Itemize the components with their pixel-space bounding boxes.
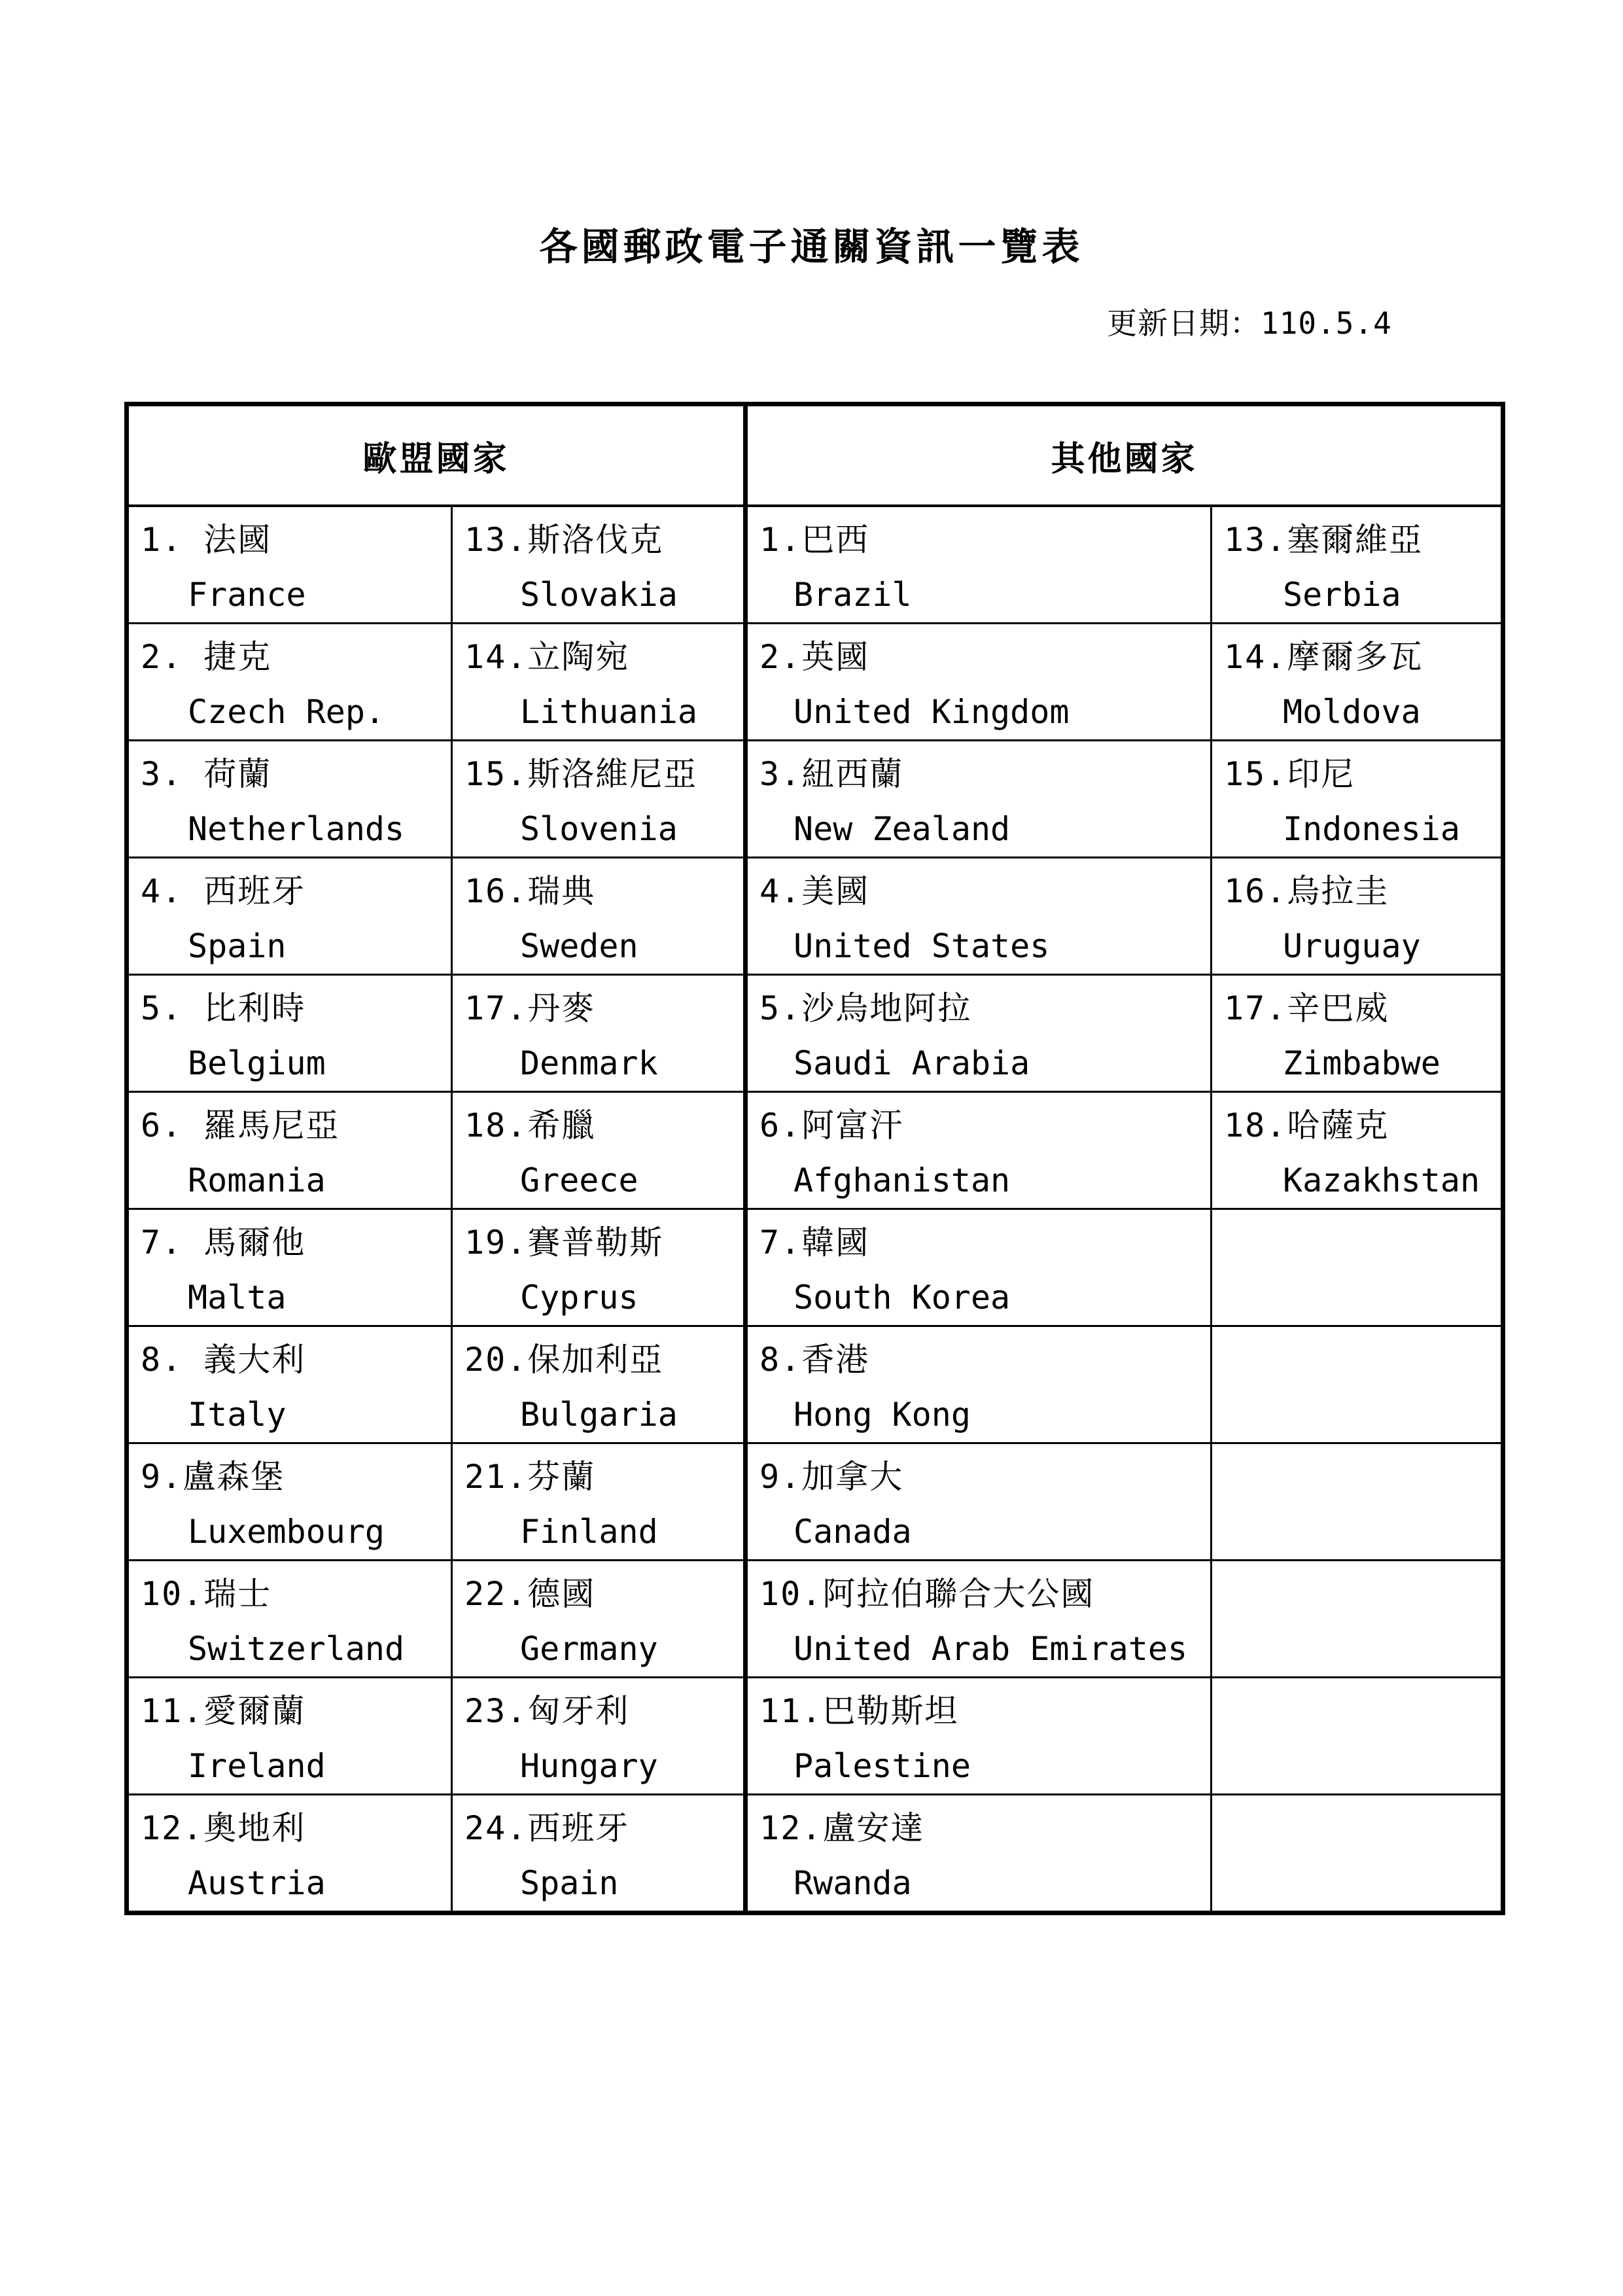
country-name-zh: 15.斯洛維尼亞 — [464, 755, 698, 793]
country-name-zh: 4. 西班牙 — [141, 872, 306, 910]
other-country-cell — [1212, 506, 1503, 624]
country-name-en: Greece — [520, 1161, 638, 1199]
eu-country-cell — [127, 1092, 452, 1209]
country-name-en: Zimbabwe — [1283, 1044, 1440, 1082]
page-title: 各國郵政電子通關資訊一覽表 — [539, 224, 1084, 269]
eu-country-cell — [452, 1326, 746, 1443]
eu-country-cell — [452, 975, 746, 1092]
country-name-en: Serbia — [1283, 576, 1401, 614]
other-country-cell — [746, 624, 1212, 741]
country-name-en: Ireland — [188, 1747, 326, 1785]
country-name-en: Italy — [188, 1396, 287, 1434]
table-row — [127, 1443, 1503, 1561]
table-row — [127, 858, 1503, 975]
eu-country-cell — [127, 1443, 452, 1561]
eu-country-cell — [452, 506, 746, 624]
country-name-zh: 17.丹麥 — [464, 989, 596, 1027]
country-name-en: Austria — [188, 1864, 326, 1902]
country-name-zh: 17.辛巴威 — [1224, 989, 1389, 1027]
eu-country-cell — [127, 1209, 452, 1326]
country-name-zh: 22.德國 — [464, 1575, 596, 1613]
other-country-cell — [746, 741, 1212, 858]
country-name-zh: 16.瑞典 — [464, 872, 596, 910]
country-name-zh: 1. 法國 — [141, 521, 272, 559]
country-name-en: Indonesia — [1283, 810, 1460, 848]
other-country-cell — [1212, 1443, 1503, 1561]
eu-country-cell — [127, 624, 452, 741]
other-country-cell — [1212, 858, 1503, 975]
eu-country-cell — [452, 624, 746, 741]
country-name-zh: 24.西班牙 — [464, 1809, 630, 1847]
country-name-en: Saudi Arabia — [794, 1044, 1030, 1082]
country-name-zh: 6.阿富汗 — [759, 1106, 904, 1144]
table-row — [127, 1561, 1503, 1678]
eu-country-cell — [127, 506, 452, 624]
eu-country-cell — [452, 858, 746, 975]
country-name-zh: 10.瑞士 — [141, 1575, 272, 1613]
country-name-zh: 14.立陶宛 — [464, 638, 630, 676]
country-name-zh: 2. 捷克 — [141, 638, 272, 676]
country-name-zh: 3.紐西蘭 — [759, 755, 904, 793]
country-name-zh: 8. 義大利 — [141, 1341, 306, 1379]
country-name-en: Rwanda — [794, 1864, 912, 1902]
other-country-cell — [1212, 1092, 1503, 1209]
country-name-en: Hong Kong — [794, 1396, 971, 1434]
eu-country-cell — [452, 1561, 746, 1678]
country-name-zh: 7. 馬爾他 — [141, 1224, 306, 1262]
country-name-en: New Zealand — [794, 810, 1011, 848]
other-country-cell — [746, 1443, 1212, 1561]
country-name-en: Spain — [188, 927, 287, 965]
table-row — [127, 624, 1503, 741]
other-country-cell — [746, 858, 1212, 975]
country-name-en: Malta — [188, 1279, 287, 1316]
country-name-en: Spain — [520, 1864, 619, 1902]
other-country-cell — [1212, 741, 1503, 858]
country-name-en: South Korea — [794, 1279, 1011, 1316]
country-name-zh: 5.沙烏地阿拉 — [759, 989, 972, 1027]
country-name-zh: 13.塞爾維亞 — [1224, 521, 1423, 559]
other-country-cell — [1212, 975, 1503, 1092]
other-country-cell — [746, 1209, 1212, 1326]
country-name-en: France — [188, 576, 306, 614]
eu-country-cell — [127, 975, 452, 1092]
country-name-en: Afghanistan — [794, 1161, 1011, 1199]
country-name-en: Kazakhstan — [1283, 1161, 1480, 1199]
country-name-zh: 5. 比利時 — [141, 989, 306, 1027]
country-name-zh: 10.阿拉伯聯合大公國 — [759, 1575, 1095, 1613]
eu-countries-header: 歐盟國家 — [127, 404, 746, 506]
country-name-en: Slovenia — [520, 810, 678, 848]
table-row — [127, 975, 1503, 1092]
table-row — [127, 741, 1503, 858]
other-country-cell — [746, 1092, 1212, 1209]
country-name-en: Bulgaria — [520, 1396, 678, 1434]
other-countries-header: 其他國家 — [746, 404, 1503, 506]
other-country-cell — [746, 1678, 1212, 1795]
country-name-en: Canada — [794, 1513, 912, 1551]
table-row — [127, 1326, 1503, 1443]
other-country-cell — [746, 1795, 1212, 1913]
other-country-cell — [1212, 1209, 1503, 1326]
eu-country-cell — [452, 1443, 746, 1561]
country-name-en: Brazil — [794, 576, 912, 614]
country-name-zh: 3. 荷蘭 — [141, 755, 272, 793]
country-name-en: Romania — [188, 1161, 326, 1199]
country-name-en: Lithuania — [520, 693, 697, 731]
country-name-en: United Kingdom — [794, 693, 1070, 731]
country-name-zh: 11.愛爾蘭 — [141, 1692, 306, 1730]
other-country-cell — [746, 975, 1212, 1092]
country-name-zh: 21.芬蘭 — [464, 1458, 596, 1496]
eu-country-cell — [127, 741, 452, 858]
update-date: 更新日期：110.5.4 — [1107, 306, 1392, 341]
country-name-zh: 4.美國 — [759, 872, 870, 910]
country-name-zh: 9.加拿大 — [759, 1458, 904, 1496]
country-name-zh: 18.希臘 — [464, 1106, 596, 1144]
other-country-cell — [746, 1561, 1212, 1678]
eu-country-cell — [452, 1678, 746, 1795]
table-row — [127, 506, 1503, 624]
country-name-en: Moldova — [1283, 693, 1421, 731]
eu-country-cell — [127, 1326, 452, 1443]
country-name-en: Czech Rep. — [188, 693, 385, 731]
eu-country-cell — [127, 1795, 452, 1913]
country-name-zh: 12.盧安達 — [759, 1809, 925, 1847]
country-name-zh: 16.烏拉圭 — [1224, 872, 1389, 910]
table-row — [127, 1678, 1503, 1795]
country-name-zh: 12.奧地利 — [141, 1809, 306, 1847]
country-name-en: Denmark — [520, 1044, 658, 1082]
eu-country-cell — [452, 741, 746, 858]
other-country-cell — [746, 506, 1212, 624]
country-name-zh: 14.摩爾多瓦 — [1224, 638, 1423, 676]
country-name-en: Uruguay — [1283, 927, 1421, 965]
country-name-zh: 18.哈薩克 — [1224, 1106, 1389, 1144]
eu-country-cell — [127, 1678, 452, 1795]
other-country-cell — [1212, 1561, 1503, 1678]
country-name-en: Belgium — [188, 1044, 326, 1082]
country-name-zh: 8.香港 — [759, 1341, 870, 1379]
country-name-en: Sweden — [520, 927, 638, 965]
other-country-cell — [1212, 1678, 1503, 1795]
country-name-zh: 2.英國 — [759, 638, 870, 676]
country-name-en: Netherlands — [188, 810, 405, 848]
country-name-en: Slovakia — [520, 576, 678, 614]
country-name-zh: 23.匈牙利 — [464, 1692, 630, 1730]
table-body — [127, 506, 1503, 1913]
country-name-zh: 9.盧森堡 — [141, 1458, 285, 1496]
country-name-en: Palestine — [794, 1747, 971, 1785]
other-country-cell — [1212, 1326, 1503, 1443]
country-name-en: Switzerland — [188, 1630, 405, 1668]
eu-country-cell — [452, 1795, 746, 1913]
eu-country-cell — [452, 1092, 746, 1209]
country-name-en: Luxembourg — [188, 1513, 385, 1551]
country-name-en: Hungary — [520, 1747, 658, 1785]
country-name-zh: 7.韓國 — [759, 1224, 870, 1262]
eu-country-cell — [127, 858, 452, 975]
country-list-table — [124, 402, 1505, 1915]
country-name-en: Cyprus — [520, 1279, 638, 1316]
other-country-cell — [1212, 1795, 1503, 1913]
country-name-zh: 6. 羅馬尼亞 — [141, 1106, 340, 1144]
country-name-zh: 19.賽普勒斯 — [464, 1224, 664, 1262]
table-row — [127, 1209, 1503, 1326]
country-name-zh: 13.斯洛伐克 — [464, 521, 664, 559]
country-name-zh: 11.巴勒斯坦 — [759, 1692, 959, 1730]
country-name-en: Germany — [520, 1630, 658, 1668]
table-row — [127, 1092, 1503, 1209]
eu-country-cell — [127, 1561, 452, 1678]
country-name-zh: 1.巴西 — [759, 521, 870, 559]
other-country-cell — [746, 1326, 1212, 1443]
country-name-en: United Arab Emirates — [794, 1630, 1188, 1668]
other-country-cell — [1212, 624, 1503, 741]
table-header-row — [127, 404, 1503, 506]
country-name-en: United States — [794, 927, 1050, 965]
table-row — [127, 1795, 1503, 1913]
country-name-en: Finland — [520, 1513, 658, 1551]
country-name-zh: 15.印尼 — [1224, 755, 1355, 793]
country-name-zh: 20.保加利亞 — [464, 1341, 664, 1379]
eu-country-cell — [452, 1209, 746, 1326]
